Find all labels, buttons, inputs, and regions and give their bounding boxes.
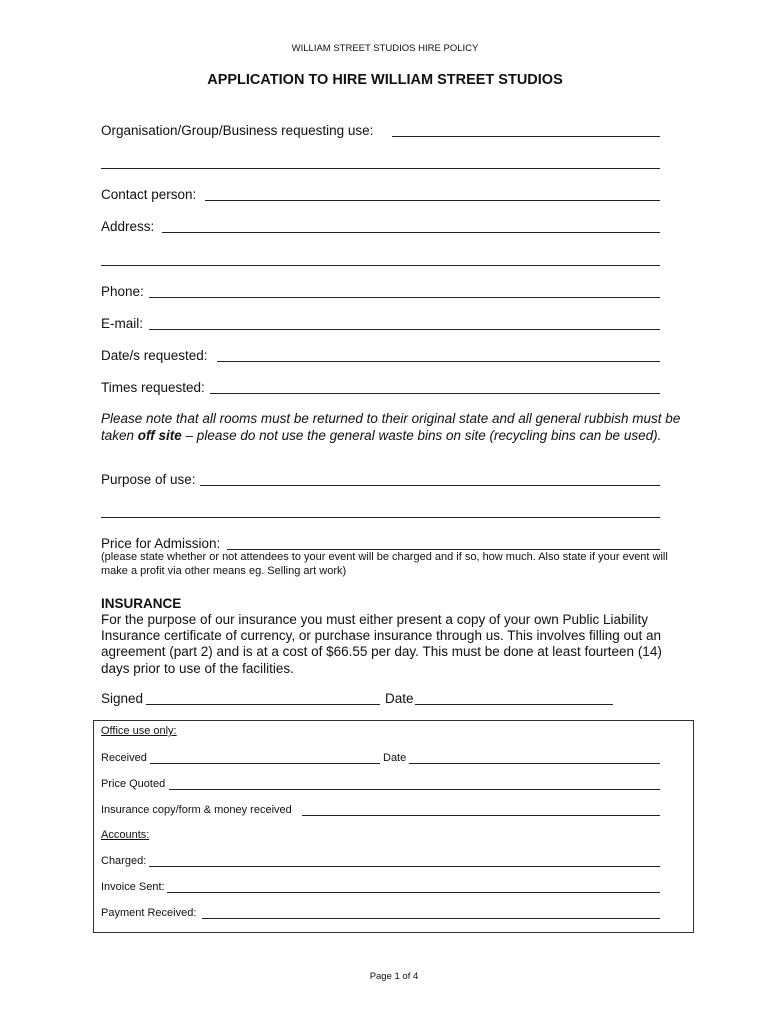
insurance-heading: INSURANCE: [101, 596, 182, 611]
received-date-label: Date: [383, 752, 407, 764]
page-number: Page 1 of 4: [369, 971, 419, 982]
contact-field[interactable]: [205, 200, 660, 201]
signed-field[interactable]: [146, 704, 380, 705]
invoice-sent-label: Invoice Sent:: [101, 881, 165, 893]
price-admission-field[interactable]: [227, 549, 660, 550]
price-quoted-field[interactable]: [169, 789, 660, 790]
address-label: Address:: [101, 219, 155, 234]
purpose-field[interactable]: [200, 485, 660, 486]
email-label: E-mail:: [101, 316, 144, 331]
charged-label: Charged:: [101, 855, 147, 867]
price-quoted-label: Price Quoted: [101, 778, 166, 790]
page-title: APPLICATION TO HIRE WILLIAM STREET STUDIOS: [207, 72, 563, 88]
rubbish-note: [101, 411, 691, 444]
dates-field[interactable]: [217, 361, 660, 362]
insurance-text: For the purpose of our insurance you must either present a copy of your own Public Liability Insurance certificate of currency, or purchase insurance through us. This involves filling out an agreement (part 2) and is at a cost of $66.55 per day. This must be done at least fourteen (14) days prior to use of the facilities.: [101, 612, 662, 676]
price-note: (please state whether or not attendees to your event will be charged and if so, how much. Also state if your event will make a profit via other means eg. Selling art work): [101, 551, 668, 577]
organisation-field-line2[interactable]: [101, 168, 660, 169]
received-label: Received: [101, 752, 147, 764]
times-label: Times requested:: [101, 380, 205, 395]
price-admission-label: Price for Admission:: [101, 536, 221, 551]
charged-field[interactable]: [149, 866, 660, 867]
payment-received-field[interactable]: [202, 918, 660, 919]
address-field-line2[interactable]: [101, 265, 660, 266]
office-use-title: Office use only:: [101, 725, 177, 737]
email-field[interactable]: [149, 329, 660, 330]
address-field[interactable]: [162, 232, 660, 233]
dates-label: Date/s requested:: [101, 348, 208, 363]
note-part1: Please note that all rooms must be returned to their original state and all general rubbish must be taken: [101, 411, 681, 443]
signature-date-label: Date: [385, 691, 414, 706]
signed-label: Signed: [101, 691, 144, 706]
accounts-label: Accounts:: [101, 829, 150, 841]
payment-received-label: Payment Received:: [101, 907, 197, 919]
received-field[interactable]: [150, 763, 380, 764]
phone-label: Phone:: [101, 284, 144, 299]
note-part2: – please do not use the general waste bins on site (recycling bins can be used).: [181, 427, 662, 443]
organisation-field[interactable]: [392, 136, 660, 137]
contact-label: Contact person:: [101, 187, 197, 202]
insurance-copy-field[interactable]: [302, 815, 660, 816]
invoice-sent-field[interactable]: [167, 892, 660, 893]
insurance-copy-label: Insurance copy/form & money received: [101, 804, 292, 816]
organisation-label: Organisation/Group/Business requesting use:: [101, 123, 374, 138]
times-field[interactable]: [210, 393, 660, 394]
phone-field[interactable]: [149, 297, 660, 298]
signature-date-field[interactable]: [415, 704, 613, 705]
policy-header: WILLIAM STREET STUDIOS HIRE POLICY: [291, 43, 479, 54]
purpose-label: Purpose of use:: [101, 472, 196, 487]
received-date-field[interactable]: [409, 763, 660, 764]
purpose-field-line2[interactable]: [101, 517, 660, 518]
note-bold: off site: [137, 427, 182, 443]
